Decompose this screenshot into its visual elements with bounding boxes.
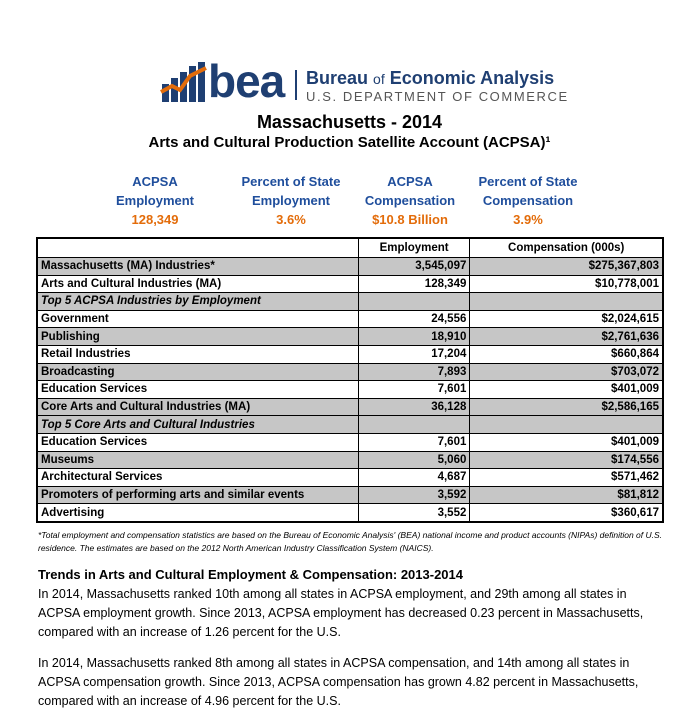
employment-trend-paragraph: In 2014, Massachusetts ranked 10th among all states in ACPSA employment, and 29th among all states in ACPSA employment growth. Since 2013, ACPSA employment has decreased 0.23 percent in Massachusetts, compared with an increase of 1.26 percent for the U.S. (38, 587, 644, 639)
row-compensation: $703,072 (470, 363, 663, 381)
table-row (37, 345, 663, 363)
page-subtitle: Arts and Cultural Production Satellite Account (ACPSA)¹ (148, 134, 551, 151)
row-compensation: $81,812 (470, 486, 663, 504)
bea-logo-word: bea (208, 55, 285, 107)
row-compensation (470, 416, 663, 434)
table-row (37, 310, 663, 328)
row-label: Government (37, 310, 358, 328)
row-employment (358, 416, 470, 434)
row-label: Museums (37, 451, 358, 469)
row-employment: 7,893 (358, 363, 470, 381)
row-compensation: $571,462 (470, 469, 663, 487)
page-title: Massachusetts - 2014 (256, 112, 443, 132)
row-employment: 3,552 (358, 504, 470, 522)
row-label: Education Services (37, 381, 358, 399)
row-compensation (470, 293, 663, 311)
logo-divider (295, 70, 297, 100)
row-employment: 128,349 (358, 275, 470, 293)
column-header-compensation: Compensation (000s) (470, 238, 663, 258)
row-compensation: $401,009 (470, 433, 663, 451)
stat-acpsa-compensation: ACPSA Compensation $10.8 Billion (364, 174, 456, 227)
bea-header (160, 55, 569, 110)
acpsa-table (36, 237, 664, 523)
table-row (37, 451, 663, 469)
row-label: Advertising (37, 504, 358, 522)
row-employment: 3,592 (358, 486, 470, 504)
row-compensation: $360,617 (470, 504, 663, 522)
row-label: Massachusetts (MA) Industries* (37, 258, 358, 276)
row-compensation: $660,864 (470, 345, 663, 363)
stat-acpsa-employment: ACPSA Employment 128,349 (115, 174, 194, 227)
compensation-trend-paragraph: In 2014, Massachusetts ranked 8th among all states in ACPSA compensation, and 14th among all states in ACPSA compensation growth. Since 2013, ACPSA compensation has grown 4.82 percent in Massachusetts, compared with an increase of 4.96 percent for the U.S. (38, 656, 639, 708)
row-compensation: $174,556 (470, 451, 663, 469)
table-header-row (37, 238, 663, 258)
row-compensation: $2,586,165 (470, 398, 663, 416)
table-row (37, 398, 663, 416)
table-row (37, 363, 663, 381)
row-employment: 17,204 (358, 345, 470, 363)
row-label: Promoters of performing arts and similar events (37, 486, 358, 504)
department-name: U.S. DEPARTMENT OF COMMERCE (306, 89, 569, 104)
table-section-row (37, 416, 663, 434)
row-employment: 3,545,097 (358, 258, 470, 276)
table-header-blank (37, 238, 358, 258)
row-label: Architectural Services (37, 469, 358, 487)
row-label: Core Arts and Cultural Industries (MA) (37, 398, 358, 416)
column-header-employment: Employment (358, 238, 470, 258)
table-section-row (37, 293, 663, 311)
stat-percent-state-employment: Percent of State Employment 3.6% (241, 174, 341, 227)
row-compensation: $10,778,001 (470, 275, 663, 293)
row-label: Education Services (37, 433, 358, 451)
row-label: Broadcasting (37, 363, 358, 381)
section-label: Top 5 ACPSA Industries by Employment (37, 293, 358, 311)
table-row (37, 258, 663, 276)
row-compensation: $401,009 (470, 381, 663, 399)
section-label: Top 5 Core Arts and Cultural Industries (37, 416, 358, 434)
row-label: Arts and Cultural Industries (MA) (37, 275, 358, 293)
table-row (37, 328, 663, 346)
trends-heading: Trends in Arts and Cultural Employment & Compensation: 2013-2014 (38, 567, 464, 582)
table-footnote: *Total employment and compensation statistics are based on the Bureau of Economic Analysis' (BEA) national income and product accounts (NIPAs) definition of U.S. residence. The estimates are based on the 2012 North American Industry Classification System (NAICS). (38, 530, 663, 553)
table-row (37, 469, 663, 487)
bureau-name: Bureau of Economic Analysis (306, 68, 555, 88)
row-compensation: $2,761,636 (470, 328, 663, 346)
row-label: Retail Industries (37, 345, 358, 363)
stat-percent-state-compensation: Percent of State Compensation 3.9% (478, 174, 578, 227)
row-employment: 18,910 (358, 328, 470, 346)
bea-logo-chart-icon (160, 62, 208, 104)
row-compensation: $2,024,615 (470, 310, 663, 328)
row-employment: 5,060 (358, 451, 470, 469)
table-row (37, 486, 663, 504)
row-employment: 36,128 (358, 398, 470, 416)
table-row (37, 275, 663, 293)
table-row (37, 433, 663, 451)
row-employment: 4,687 (358, 469, 470, 487)
row-compensation: $275,367,803 (470, 258, 663, 276)
table-row (37, 504, 663, 522)
row-employment: 7,601 (358, 433, 470, 451)
table-row (37, 381, 663, 399)
row-employment: 7,601 (358, 381, 470, 399)
row-label: Publishing (37, 328, 358, 346)
row-employment: 24,556 (358, 310, 470, 328)
row-employment (358, 293, 470, 311)
